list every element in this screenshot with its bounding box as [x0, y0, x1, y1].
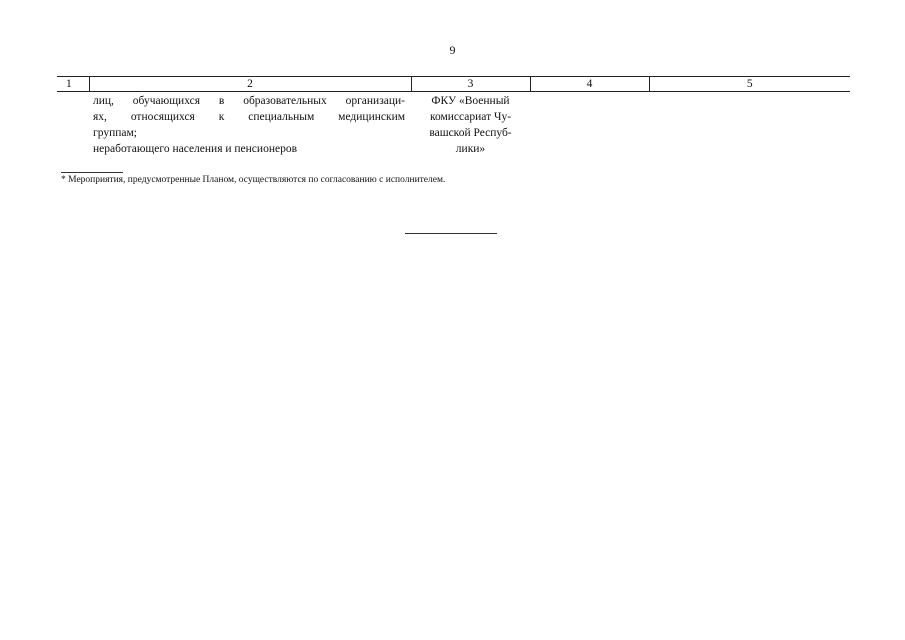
executor-line: комиссариат Чу-	[429, 111, 512, 123]
executor-line: лики»	[455, 143, 486, 155]
column-header-5: 5	[649, 77, 850, 92]
measures-cell	[89, 92, 411, 158]
notes-cell	[649, 92, 850, 158]
column-header-3: 3	[411, 77, 530, 92]
executor-line: ФКУ «Военный	[431, 95, 510, 107]
table-header-row	[57, 77, 850, 92]
measures-line: неработающего населения и пенсионеров	[93, 143, 298, 155]
column-header-1: 1	[57, 77, 89, 92]
document-end-line	[405, 233, 497, 234]
row-number-cell	[57, 92, 89, 158]
measures-line: группам;	[93, 127, 137, 139]
footnote-separator	[61, 172, 123, 173]
column-header-4: 4	[530, 77, 649, 92]
footnote: * Мероприятия, предусмотренные Планом, осуществляются по согласованию с исполнителем.	[61, 175, 446, 185]
measures-line: лиц, обучающихся в образовательных организаци-	[93, 95, 405, 107]
deadline-cell	[530, 92, 649, 158]
measures-table	[57, 76, 850, 157]
column-header-2: 2	[89, 77, 411, 92]
executor-line: вашской Респуб-	[429, 127, 512, 139]
page-number: 9	[449, 43, 456, 57]
measures-line: ях, относящихся к специальным медицинским	[93, 111, 405, 123]
executor-cell	[411, 92, 530, 158]
table-row	[57, 92, 850, 158]
